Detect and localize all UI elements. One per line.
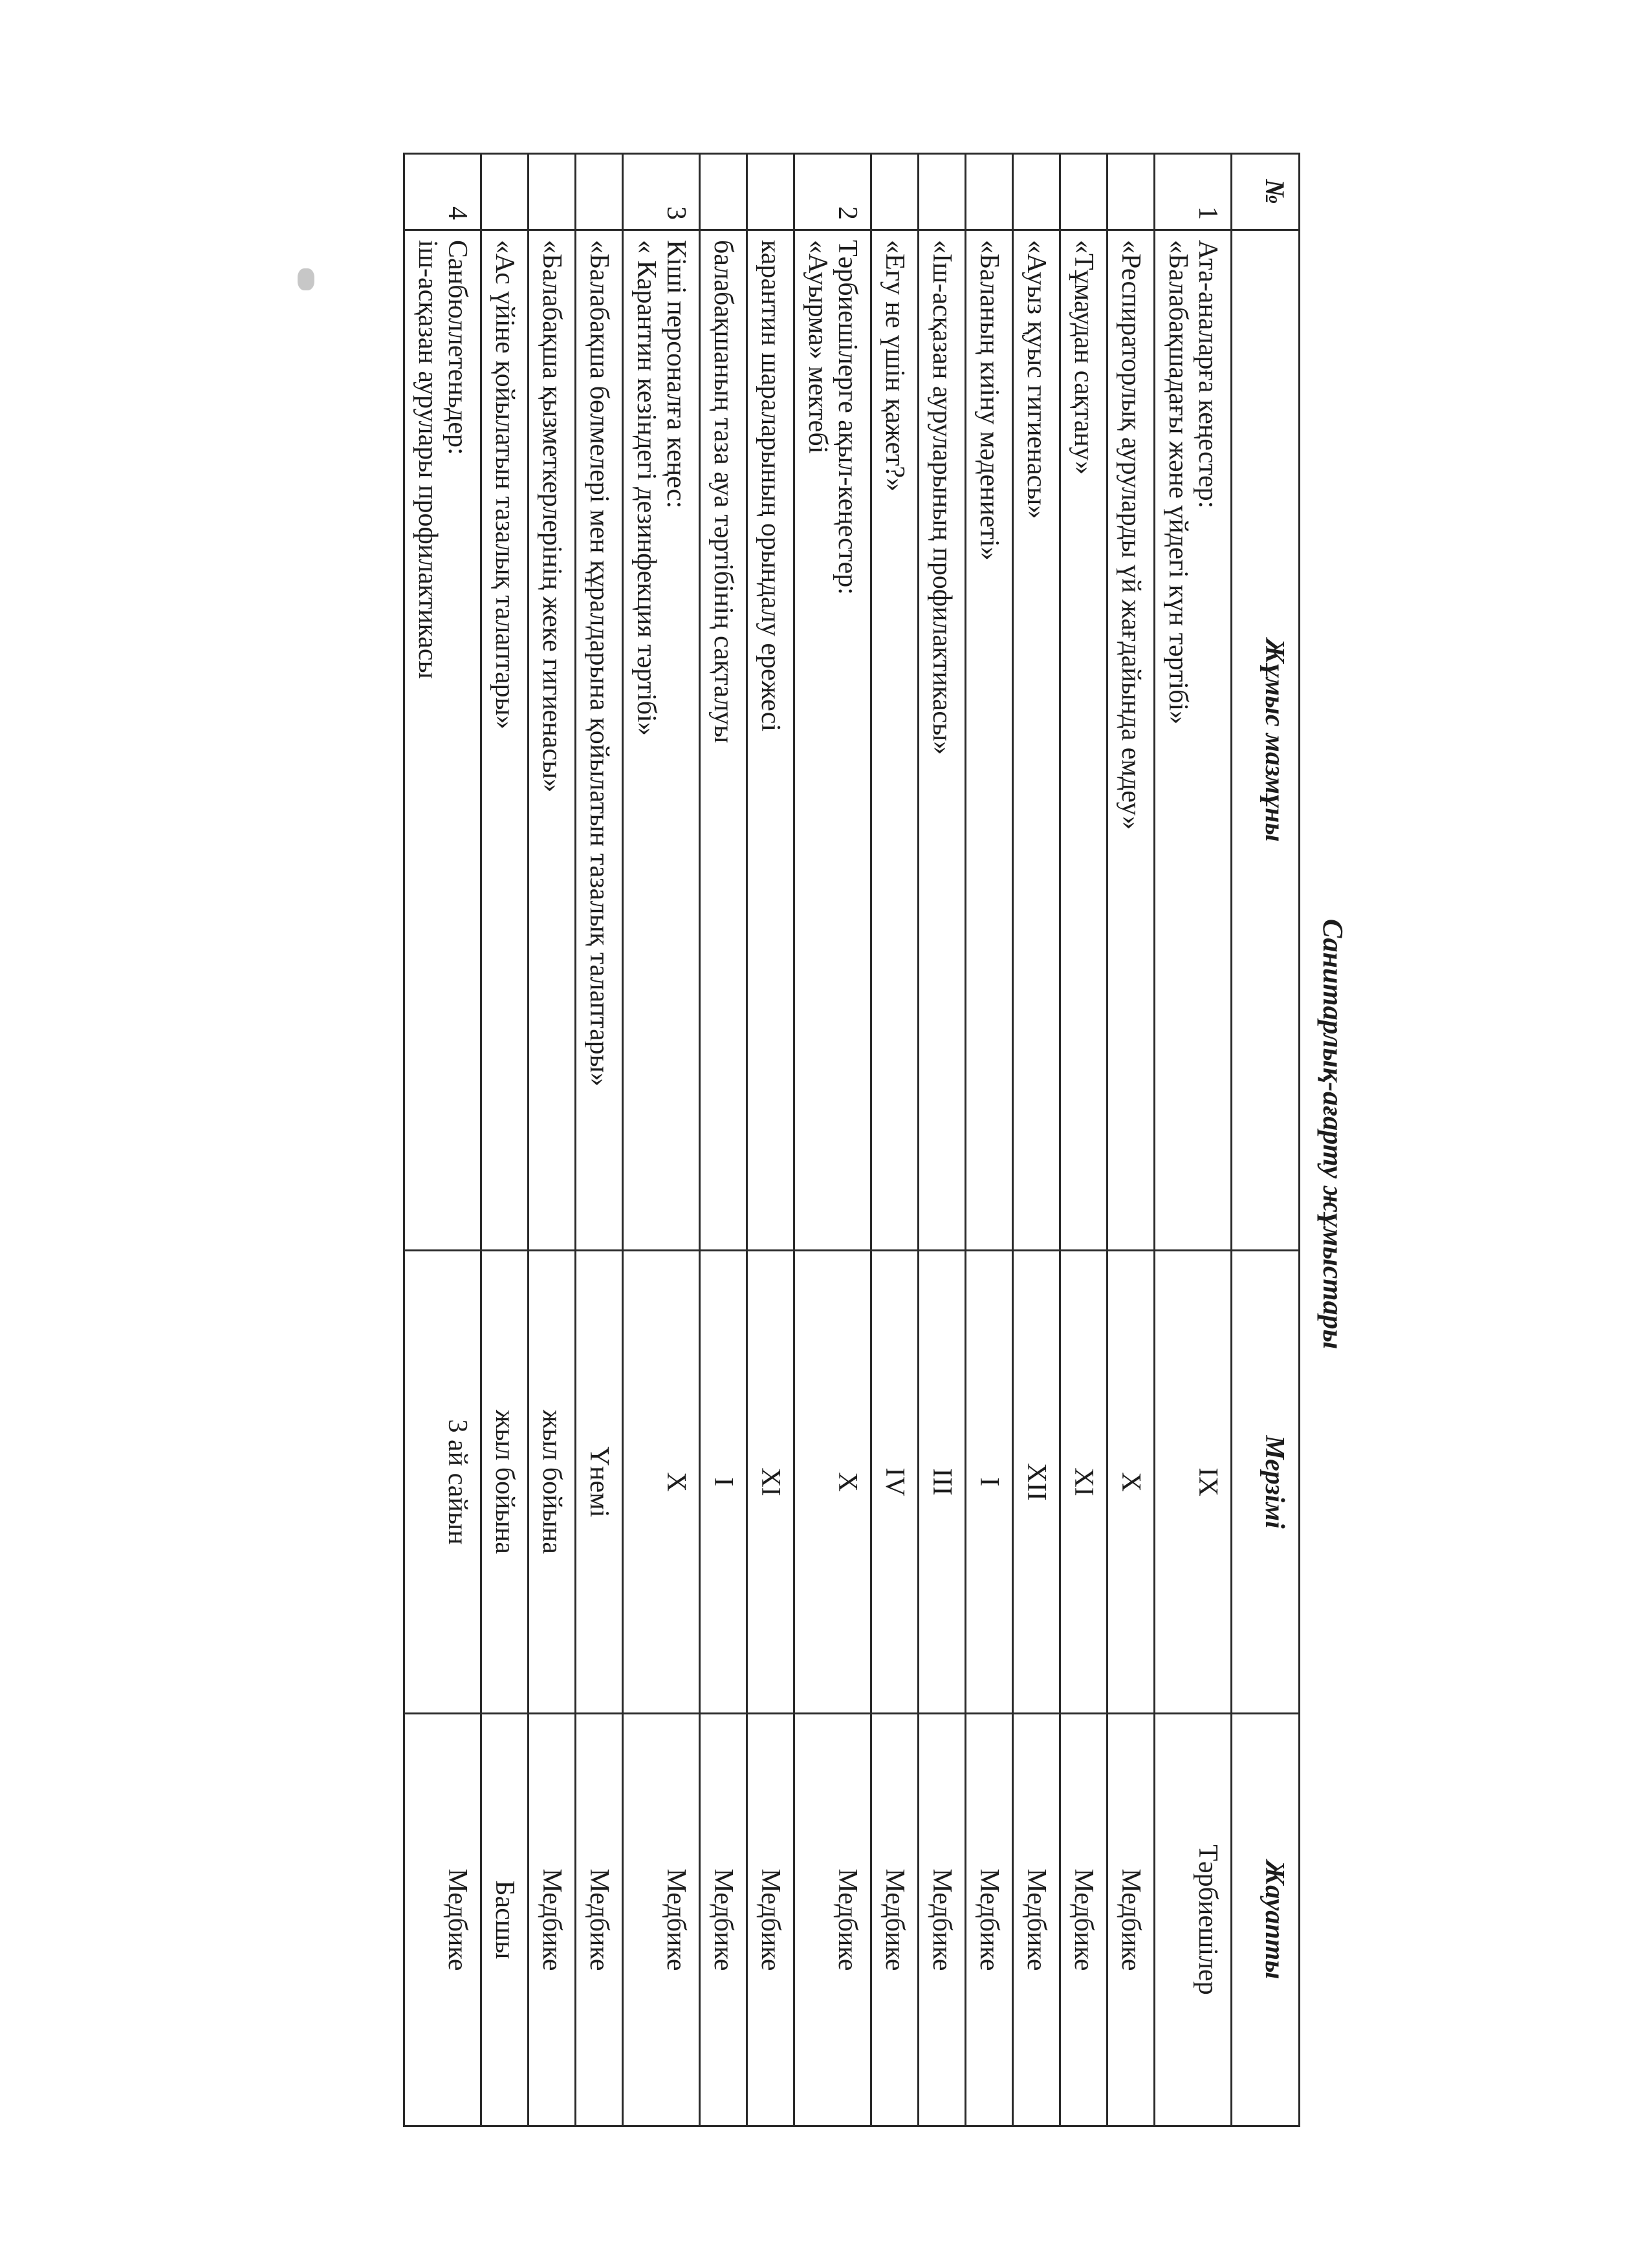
deadline-cell: Үнемі — [576, 1251, 623, 1714]
table-row — [919, 154, 966, 2126]
row-number — [1013, 154, 1060, 230]
work-content-cell — [1060, 230, 1107, 1251]
work-content-cell — [1107, 230, 1155, 1251]
responsible-cell: Медбике — [747, 1714, 794, 2126]
row-number — [529, 154, 576, 230]
responsible-cell: Медбике — [1013, 1714, 1060, 2126]
responsible-cell: Медбике — [700, 1714, 747, 2126]
deadline-cell: IX — [1155, 1251, 1232, 1714]
work-content-line: «Балабақшадағы және үйдегі күн тәртібі» — [1163, 240, 1193, 725]
table-row — [623, 154, 700, 2126]
work-content-line: Ата-аналарға кеңестер: — [1193, 240, 1223, 509]
responsible-cell: Тәрбиешілер — [1155, 1714, 1232, 2126]
responsible-cell: Басшы — [481, 1714, 529, 2126]
deadline-cell: жыл бойына — [481, 1251, 529, 1714]
responsible-cell: Медбике — [966, 1714, 1013, 2126]
deadline-cell: III — [919, 1251, 966, 1714]
deadline-cell: X — [1107, 1251, 1155, 1714]
responsible-cell: Медбике — [1107, 1714, 1155, 2126]
work-content-line: «Балабақша бөлмелері мен құралдарына қойылатын тазалық талаптары» — [584, 240, 614, 1086]
table-body — [404, 154, 1232, 2126]
work-content-line: Кіші персоналға кеңес: — [661, 240, 691, 509]
row-number: 2 — [794, 154, 871, 230]
work-content-line: « Карантин кезіндегі дезинфекция тәртібі» — [631, 240, 661, 736]
work-content-line: Тәрбиешілерге ақыл-кеңестер: — [833, 240, 862, 595]
table-row — [1013, 154, 1060, 2126]
work-content-cell — [919, 230, 966, 1251]
work-content-cell — [529, 230, 576, 1251]
work-content-cell — [747, 230, 794, 1251]
row-number — [966, 154, 1013, 230]
deadline-cell: IV — [871, 1251, 919, 1714]
header-responsible: Жауапты — [1232, 1714, 1300, 2126]
work-content-cell — [966, 230, 1013, 1251]
table-row — [529, 154, 576, 2126]
work-content-cell — [700, 230, 747, 1251]
row-number — [871, 154, 919, 230]
work-content-cell — [871, 230, 919, 1251]
row-number: 4 — [404, 154, 481, 230]
row-number — [576, 154, 623, 230]
row-number — [1107, 154, 1155, 230]
table-row — [966, 154, 1013, 2126]
deadline-cell: I — [966, 1251, 1013, 1714]
work-content-cell — [1013, 230, 1060, 1251]
deadline-cell: I — [700, 1251, 747, 1714]
sanitary-work-table — [403, 153, 1300, 2127]
row-number — [919, 154, 966, 230]
table-header-row — [1232, 154, 1300, 2126]
table-row — [481, 154, 529, 2126]
row-number — [1060, 154, 1107, 230]
responsible-cell: Медбике — [919, 1714, 966, 2126]
deadline-cell: XI — [1060, 1251, 1107, 1714]
table-row — [576, 154, 623, 2126]
responsible-cell: Медбике — [871, 1714, 919, 2126]
table-row — [404, 154, 481, 2126]
responsible-cell: Медбике — [404, 1714, 481, 2126]
row-number — [747, 154, 794, 230]
row-number — [481, 154, 529, 230]
responsible-cell: Медбике — [529, 1714, 576, 2126]
table-row — [700, 154, 747, 2126]
work-content-cell — [794, 230, 871, 1251]
work-content-line: «Ауырма» мектебі — [803, 240, 833, 454]
header-deadline: Мерзімі — [1232, 1251, 1300, 1714]
header-content: Жұмыс мазмұны — [1232, 230, 1300, 1251]
table-row — [747, 154, 794, 2126]
responsible-cell: Медбике — [576, 1714, 623, 2126]
deadline-cell: X — [794, 1251, 871, 1714]
work-content-cell — [1155, 230, 1232, 1251]
work-content-line: карантин шараларының орындалу ережесі — [756, 240, 785, 732]
work-content-line: «Егу не үшін қажет?» — [880, 240, 910, 492]
work-content-cell — [481, 230, 529, 1251]
work-content-cell — [576, 230, 623, 1251]
row-number: 3 — [623, 154, 700, 230]
table-row — [1107, 154, 1155, 2126]
responsible-cell: Медбике — [1060, 1714, 1107, 2126]
responsible-cell: Медбике — [794, 1714, 871, 2126]
deadline-cell: XII — [1013, 1251, 1060, 1714]
scan-speck — [298, 268, 314, 290]
work-content-line: балабақшаның таза ауа тәртібінің сақталуы — [708, 240, 738, 744]
work-content-line: іш-асқазан аурулары профилактикасы — [413, 240, 442, 679]
table-row — [1155, 154, 1232, 2126]
work-content-cell — [404, 230, 481, 1251]
deadline-cell: 3 ай сайын — [404, 1251, 481, 1714]
page-title: Санитарлық-ағарту жұмыстары — [1317, 918, 1349, 1350]
work-content-line: Санбюллетеньдер: — [442, 240, 472, 455]
header-number: № — [1232, 154, 1300, 230]
responsible-cell: Медбике — [623, 1714, 700, 2126]
table-row — [1060, 154, 1107, 2126]
work-content-line: «Тұмаудан сақтану» — [1069, 240, 1098, 475]
deadline-cell: XI — [747, 1251, 794, 1714]
work-content-line: «Балабақша қызметкерлерінің жеке гигиенасы» — [537, 240, 567, 793]
work-content-line: «Іш-асқазан ауруларының профилактикасы» — [927, 240, 957, 755]
row-number — [700, 154, 747, 230]
work-content-cell — [623, 230, 700, 1251]
table-row — [871, 154, 919, 2126]
work-content-line: «Ас үйіне қойылатын тазалық талаптары» — [490, 240, 519, 729]
table-row — [794, 154, 871, 2126]
row-number: 1 — [1155, 154, 1232, 230]
deadline-cell: жыл бойына — [529, 1251, 576, 1714]
deadline-cell: X — [623, 1251, 700, 1714]
work-content-line: «Ауыз қуыс гигиенасы» — [1021, 240, 1051, 519]
work-content-line: «Баланың киіну мәдениеті» — [974, 240, 1004, 561]
work-content-line: «Респираторлық ауруларды үй жағдайында емдеу» — [1116, 240, 1146, 830]
